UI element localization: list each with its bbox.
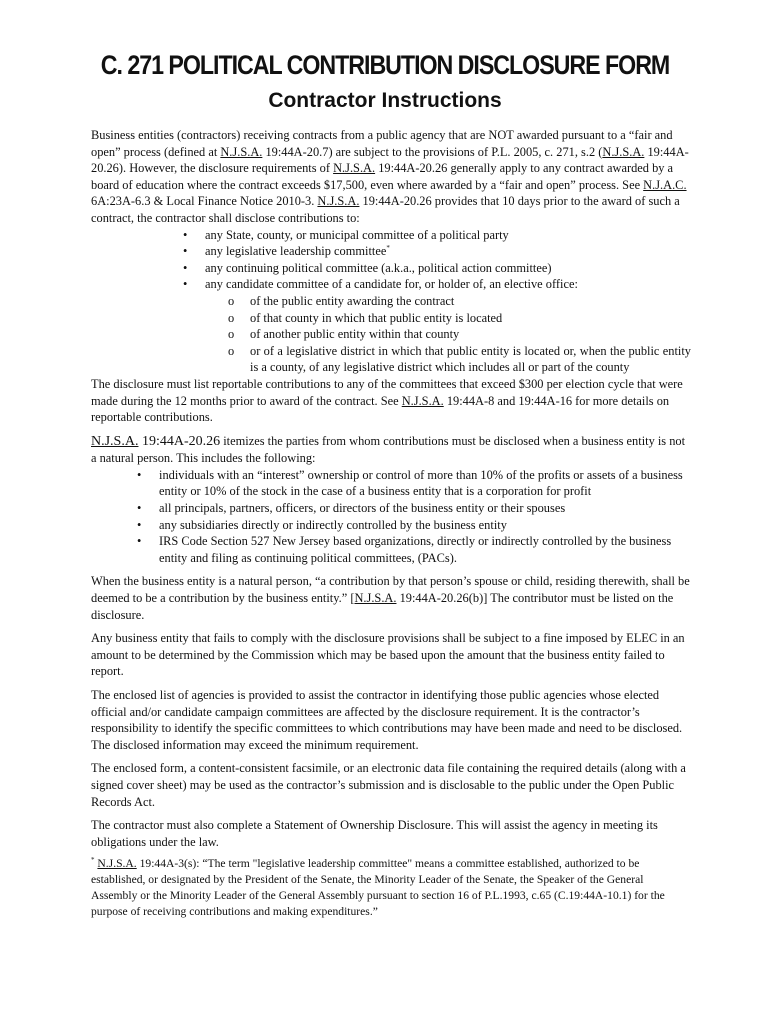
- citation-njsa: N.J.S.A.: [333, 161, 376, 176]
- list-item: • any legislative leadership committee*: [205, 243, 691, 260]
- list-item: • IRS Code Section 527 New Jersey based organizations, directly or indirectly controlled by the business entity and filing as continuing political committees, (PACs).: [159, 533, 691, 566]
- form-submission-paragraph: The enclosed form, a content-consistent facsimile, or an electronic data file containing the required details (along with a signed cover sheet) may be used as the contractor’s submission and is disclosable to the public under the Open Public Records Act.: [91, 761, 686, 809]
- instructions-body: [91, 127, 691, 920]
- list-item: • any subsidiaries directly or indirectly controlled by the business entity: [159, 517, 691, 534]
- citation-njac: N.J.A.C.: [643, 177, 687, 192]
- sublist-item: o of that county in which that public entity is located: [250, 310, 691, 327]
- committee-list: [91, 227, 691, 376]
- sublist-item: o or of a legislative district in which that public entity is located or, when the public entity is a county, of any legislative district which includes all or part of the county: [250, 343, 691, 376]
- form-title: C. 271 POLITICAL CONTRIBUTION DISCLOSURE FORM: [100, 50, 670, 80]
- list-item: • any candidate committee of a candidate for, or holder of, an elective office: o of the public entity awarding the contract o of that county in which that public entity is located o of another public entity within that county o or of a legislative district in which that public entity is located or, when the public entity is a county, of any legislative district which includes all or part of the county: [205, 276, 691, 376]
- list-item: • all principals, partners, officers, or directors of the business entity or their spouses: [159, 500, 691, 517]
- citation-njsa: N.J.S.A.: [97, 857, 137, 871]
- reportable-contributions-paragraph: The disclosure must list reportable contributions to any of the committees that exceed $300 per election cycle that were made during the 12 months prior to award of the contract. See N.J.S.A. 19:44A-8 and 19:44A-16 for more details on reportable contributions.: [91, 376, 683, 425]
- fine-paragraph: Any business entity that fails to comply with the disclosure provisions shall be subject to a fine imposed by ELEC in an amount to be determined by the Commission which may be based upon the amount that the business entity failed to report.: [91, 631, 685, 679]
- form-subtitle: Contractor Instructions: [268, 89, 502, 112]
- citation-njsa: N.J.S.A.: [91, 433, 139, 449]
- list-item: • any continuing political committee (a.k.a., political action committee): [205, 260, 691, 277]
- parties-paragraph: N.J.S.A. 19:44A-20.26 itemizes the parties from whom contributions must be disclosed when a business entity is not a natural person. This includes the following:: [91, 433, 686, 466]
- sublist-item: o of the public entity awarding the contract: [250, 293, 691, 310]
- footnote-marker: *: [386, 244, 390, 253]
- intro-paragraph: Business entities (contractors) receiving contracts from a public agency that are NOT awarded pursuant to a “fair and open” process (defined at N.J.S.A. 19:44A-20.7) are subject to the provisions of P.L. 2005, c. 271, s.2 (N.J.S.A. 19:44A-20.26). However, the disclosure requirements of N.J.S.A. 19:44A-20.26 generally apply to any contract awarded by a board of education where the contract exceeds $17,500, even where awarded by a “fair and open” process. See N.J.A.C. 6A:23A-6.3 & Local Finance Notice 2010-3. N.J.S.A. 19:44A-20.26 provides that 10 days prior to the award of such a contract, the contractor shall disclose contributions to:: [91, 128, 689, 225]
- ownership-disclosure-paragraph: The contractor must also complete a Statement of Ownership Disclosure. This will assist the agency in meeting its obligations under the law.: [91, 818, 658, 849]
- citation-njsa: N.J.S.A.: [401, 393, 444, 408]
- citation-njsa: N.J.S.A.: [220, 144, 263, 159]
- list-item: • any State, county, or municipal committee of a political party: [205, 227, 691, 244]
- footnote-marker: *: [91, 856, 95, 865]
- citation-njsa: N.J.S.A.: [317, 194, 360, 209]
- sublist-item: o of another public entity within that county: [250, 326, 691, 343]
- list-item: • individuals with an “interest” ownership or control of more than 10% of the profits or assets of a business entity or 10% of the stock in the case of a business entity that is a corporation for profit: [159, 467, 691, 500]
- footnote: * N.J.S.A. 19:44A-3(s): “The term "legislative leadership committee" means a committee established, authorized to be established, or designated by the President of the Senate, the Minority Leader of the Senate, the Speaker of the General Assembly or the Minority Leader of the General Assembly pursuant to section 16 of P.L.1993, c.65 (C.19:44A-10.1) for the purpose of receiving contributions and making expenditures.”: [91, 856, 665, 918]
- citation-njsa: N.J.S.A.: [354, 591, 397, 606]
- natural-person-paragraph: When the business entity is a natural person, “a contribution by that person’s spouse or child, residing therewith, shall be deemed to be a contribution by the business entity.” [N.J.S.A. 19:44A-20.26(b)] The contributor must be listed on the disclosure.: [91, 574, 690, 622]
- candidate-committee-sublist: [205, 293, 691, 376]
- citation-njsa: N.J.S.A.: [602, 144, 645, 159]
- parties-list: [91, 467, 691, 567]
- agency-list-paragraph: The enclosed list of agencies is provided to assist the contractor in identifying those public agencies whose elected official and/or candidate campaign committees are affected by the disclosure requirement. It is the contractor’s responsibility to identify the specific committees to which contributions may have been made and need to be disclosed. The disclosed information may exceed the minimum requirement.: [91, 688, 683, 752]
